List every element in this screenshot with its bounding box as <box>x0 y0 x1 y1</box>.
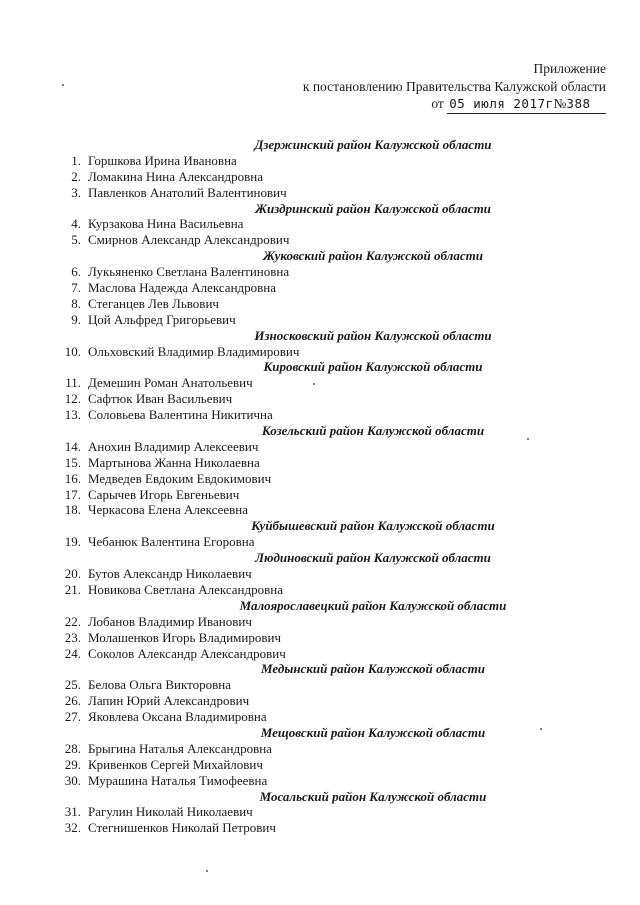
person-name: Белова Ольга Викторовна <box>88 677 232 693</box>
document-header <box>206 60 606 114</box>
list-item <box>58 169 568 185</box>
list-item <box>58 344 568 360</box>
person-name: Мурашина Наталья Тимофеевна <box>88 772 268 788</box>
person-name: Сарычев Игорь Евгеньевич <box>88 486 240 502</box>
person-name: Ломакина Нина Александровна <box>88 168 263 184</box>
region-heading: Козельский район Калужской области <box>261 423 485 439</box>
list-item <box>58 185 568 201</box>
item-number: 27. <box>64 709 81 725</box>
person-name: Лукьяненко Светлана Валентиновна <box>88 264 290 280</box>
item-number: 24. <box>64 645 81 661</box>
person-name: Цой Альфред Григорьевич <box>88 311 236 327</box>
item-number: 10. <box>64 343 81 359</box>
list-item <box>58 216 568 232</box>
item-number: 25. <box>64 677 81 693</box>
list-item <box>58 534 568 550</box>
list-item <box>58 487 568 503</box>
decree-date-line <box>206 95 606 114</box>
scan-speck <box>313 383 315 385</box>
decree-date: 05 июля 2017г <box>449 96 554 111</box>
person-name: Чебанюк Валентина Егоровна <box>88 534 255 550</box>
list-item <box>58 455 568 471</box>
item-number: 28. <box>64 740 81 756</box>
region-heading: Медынский район Калужской области <box>261 661 485 677</box>
region-heading: Куйбышевский район Калужской области <box>251 518 495 534</box>
item-number: 7. <box>71 280 81 296</box>
item-number: 5. <box>71 232 81 248</box>
item-number: 14. <box>64 438 81 454</box>
item-number: 15. <box>64 454 81 470</box>
item-number: 19. <box>64 534 81 550</box>
region-heading: Людиновский район Калужской области <box>255 550 491 566</box>
scan-speck <box>540 728 542 730</box>
list-item <box>58 773 568 789</box>
item-number: 23. <box>64 629 81 645</box>
person-name: Яковлева Оксана Владимировна <box>88 709 267 725</box>
person-name: Сафтюк Иван Васильевич <box>88 391 233 407</box>
region-heading: Малоярославецкий район Калужской области <box>239 597 507 613</box>
person-name: Ольховский Владимир Владимирович <box>88 343 300 359</box>
list-item <box>58 232 568 248</box>
item-number: 16. <box>64 470 81 486</box>
item-number: 26. <box>64 693 81 709</box>
item-number: 11. <box>65 375 81 391</box>
person-name: Новикова Светлана Александровна <box>88 581 283 597</box>
item-number: 8. <box>71 295 81 311</box>
person-name: Брыгина Наталья Александровна <box>88 740 272 756</box>
region-heading: Дзержинский район Калужской области <box>254 137 492 152</box>
list-item <box>58 709 568 725</box>
item-number: 9. <box>71 311 81 327</box>
item-number: 3. <box>71 184 81 200</box>
person-name: Маслова Надежда Александровна <box>88 280 277 296</box>
date-prefix: от <box>431 96 444 111</box>
list-item <box>58 757 568 773</box>
decree-reference: к постановлению Правительства Калужской области <box>302 78 606 94</box>
region-heading: Мосальский район Калужской области <box>259 788 487 804</box>
person-name: Молашенков Игорь Владимирович <box>88 629 281 645</box>
region-heading: Кировский район Калужской области <box>263 359 483 375</box>
item-number: 30. <box>64 772 81 788</box>
item-number: 13. <box>64 407 81 423</box>
list-item <box>58 693 568 709</box>
list-item <box>58 502 568 518</box>
list-item <box>58 630 568 646</box>
person-name: Курзакова Нина Васильевна <box>88 216 244 232</box>
list-item <box>58 471 568 487</box>
list-item <box>58 153 568 169</box>
item-number: 6. <box>71 264 81 280</box>
person-name: Кривенков Сергей Михайлович <box>88 756 263 772</box>
list-item <box>58 614 568 630</box>
person-name: Смирнов Александр Александрович <box>88 232 290 248</box>
list-item <box>58 804 568 820</box>
item-number: 32. <box>64 820 81 836</box>
number-sign: № <box>553 96 567 111</box>
person-name: Павленков Анатолий Валентинович <box>88 184 287 200</box>
scan-speck <box>527 438 529 440</box>
list-item <box>58 820 568 836</box>
item-number: 12. <box>64 391 81 407</box>
item-number: 2. <box>71 168 81 184</box>
list-item <box>58 312 568 328</box>
person-name: Медведев Евдоким Евдокимович <box>88 470 272 486</box>
person-name: Анохин Владимир Алексеевич <box>88 438 259 454</box>
person-name: Мартынова Жанна Николаевна <box>88 454 260 470</box>
person-name: Соколов Александр Александрович <box>88 645 286 661</box>
decree-number: 388 <box>566 96 591 111</box>
item-number: 22. <box>64 613 81 629</box>
item-number: 4. <box>71 216 81 232</box>
list-item <box>58 391 568 407</box>
persons-list <box>58 137 568 836</box>
region-heading: Жуковский район Калужской области <box>263 248 483 264</box>
appendix-label: Приложение <box>533 61 606 76</box>
scan-speck <box>206 870 208 872</box>
list-item <box>58 280 568 296</box>
list-item <box>58 439 568 455</box>
list-item <box>58 677 568 693</box>
region-heading: Мещовский район Калужской области <box>260 724 486 740</box>
person-name: Лапин Юрий Александрович <box>88 693 250 709</box>
person-name: Бутов Александр Николаевич <box>88 566 252 582</box>
decree-date-number <box>447 95 606 114</box>
list-item <box>58 264 568 280</box>
list-item <box>58 566 568 582</box>
region-heading: Жиздринский район Калужской области <box>255 200 491 216</box>
list-item <box>58 296 568 312</box>
list-item <box>58 582 568 598</box>
person-name: Соловьева Валентина Никитична <box>88 407 273 423</box>
person-name: Стеганцев Лев Львович <box>88 295 219 311</box>
item-number: 17. <box>64 486 81 502</box>
person-name: Демешин Роман Анатольевич <box>88 375 253 391</box>
item-number: 29. <box>64 756 81 772</box>
list-item <box>58 741 568 757</box>
item-number: 20. <box>64 566 81 582</box>
person-name: Черкасова Елена Алексеевна <box>88 502 249 518</box>
person-name: Рагулин Николай Николаевич <box>88 804 253 820</box>
item-number: 21. <box>64 581 81 597</box>
item-number: 1. <box>71 152 81 168</box>
list-item <box>58 646 568 662</box>
item-number: 31. <box>64 804 81 820</box>
item-number: 18. <box>64 502 81 518</box>
person-name: Горшкова Ирина Ивановна <box>88 152 237 168</box>
region-heading: Износковский район Калужской области <box>254 327 492 343</box>
scan-speck <box>62 84 64 86</box>
person-name: Лобанов Владимир Иванович <box>88 613 252 629</box>
list-item <box>58 407 568 423</box>
person-name: Стегнишенков Николай Петрович <box>88 820 276 836</box>
